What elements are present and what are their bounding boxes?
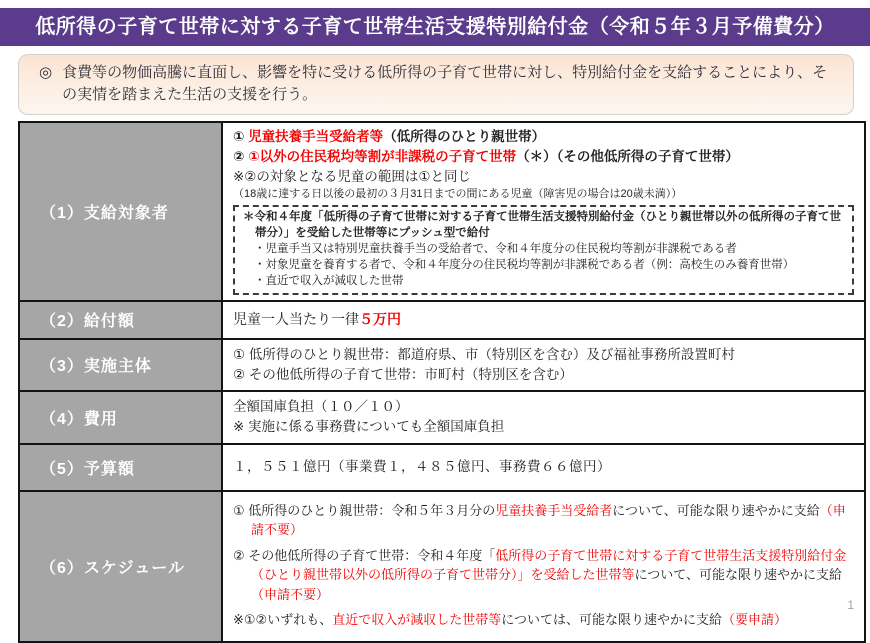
slide-page: [0, 8, 870, 628]
row-content-budget: １，５５１億円（事業費１，４８５億円、事務費６６億円）: [222, 444, 865, 491]
push-payment-note-box: ＊令和４年度「低所得の子育て世帯に対する子育て世帯生活支援特別給付金（ひとり親世帯以外の低所得の子育て世帯分）」を受給した世帯等にプッシュ型で給付 ・児童手当又は特別児童扶養手当の受給者で、令和４年度分の住民税均等割が非課税である者 ・対象児童を養育する者で、令和４年度分の住民税均等割が非課税である者（例：高校生のみ養育世帯） ・直近で収入が減収した世帯: [233, 205, 854, 294]
table-row-benefit-amount: [19, 301, 865, 339]
table-row-recipients: [19, 122, 865, 301]
page-title: 低所得の子育て世帯に対する子育て世帯生活支援特別給付金（令和５年３月予備費分）: [0, 8, 870, 46]
table-row-schedule: [19, 491, 865, 642]
row-content-benefit-amount: 児童一人当たり一律５万円: [222, 301, 865, 339]
row-label-implementing-body: （3）実施主体: [19, 339, 222, 392]
summary-box: [18, 54, 854, 115]
summary-text: 食費等の物価高騰に直面し、影響を特に受ける低所得の子育て世帯に対し、特別給付金を支給することにより、その実情を踏まえた生活の支援を行う。: [62, 64, 828, 103]
row-content-recipients: [222, 122, 865, 301]
row-label-schedule: （6）スケジュール: [19, 491, 222, 642]
row-label-budget: （5）予算額: [19, 444, 222, 491]
row-label-benefit-amount: （2）給付額: [19, 301, 222, 339]
row-content-cost: 全額国庫負担（１０／１０） ※ 実施に係る事務費についても全額国庫負担: [222, 391, 865, 444]
recipients-lines: ① 児童扶養手当受給者等（低所得のひとり親世帯） ② ①以外の住民税均等割が非課税の子育て世帯（＊）（その他低所得の子育て世帯） ※②の対象となる児童の範囲は①と同じ （18歳に達する日以後の最初の３月31日までの間にある児童（障害児の場合は20歳未満））: [233, 128, 739, 201]
table-row-cost: [19, 391, 865, 444]
table-row-implementing-body: [19, 339, 865, 392]
row-content-schedule: ① 低所得のひとり親世帯：令和５年３月分の児童扶養手当受給者について、可能な限り速やかに支給（申請不要） ② その他低所得の子育て世帯：令和４年度「低所得の子育て世帯に対する子育て世帯生活支援特別給付金（ひとり親世帯以外の低所得の子育て世帯分）」を受給した世帯等について、可能な限り速やかに支給（申請不要） ※①②いずれも、直近で収入が減収した世帯等については、可能な限り速やかに支給（要申請）: [222, 491, 865, 642]
page-number: 1: [847, 598, 854, 612]
table-row-budget: [19, 444, 865, 491]
row-content-implementing-body: ① 低所得のひとり親世帯：都道府県、市（特別区を含む）及び福祉事務所設置町村 ② その他低所得の子育て世帯：市町村（特別区を含む）: [222, 339, 865, 392]
benefit-overview-table: [18, 121, 866, 643]
double-circle-marker-icon: ◎: [39, 64, 53, 81]
row-label-cost: （4）費用: [19, 391, 222, 444]
row-label-recipients: （1）支給対象者: [19, 122, 222, 301]
